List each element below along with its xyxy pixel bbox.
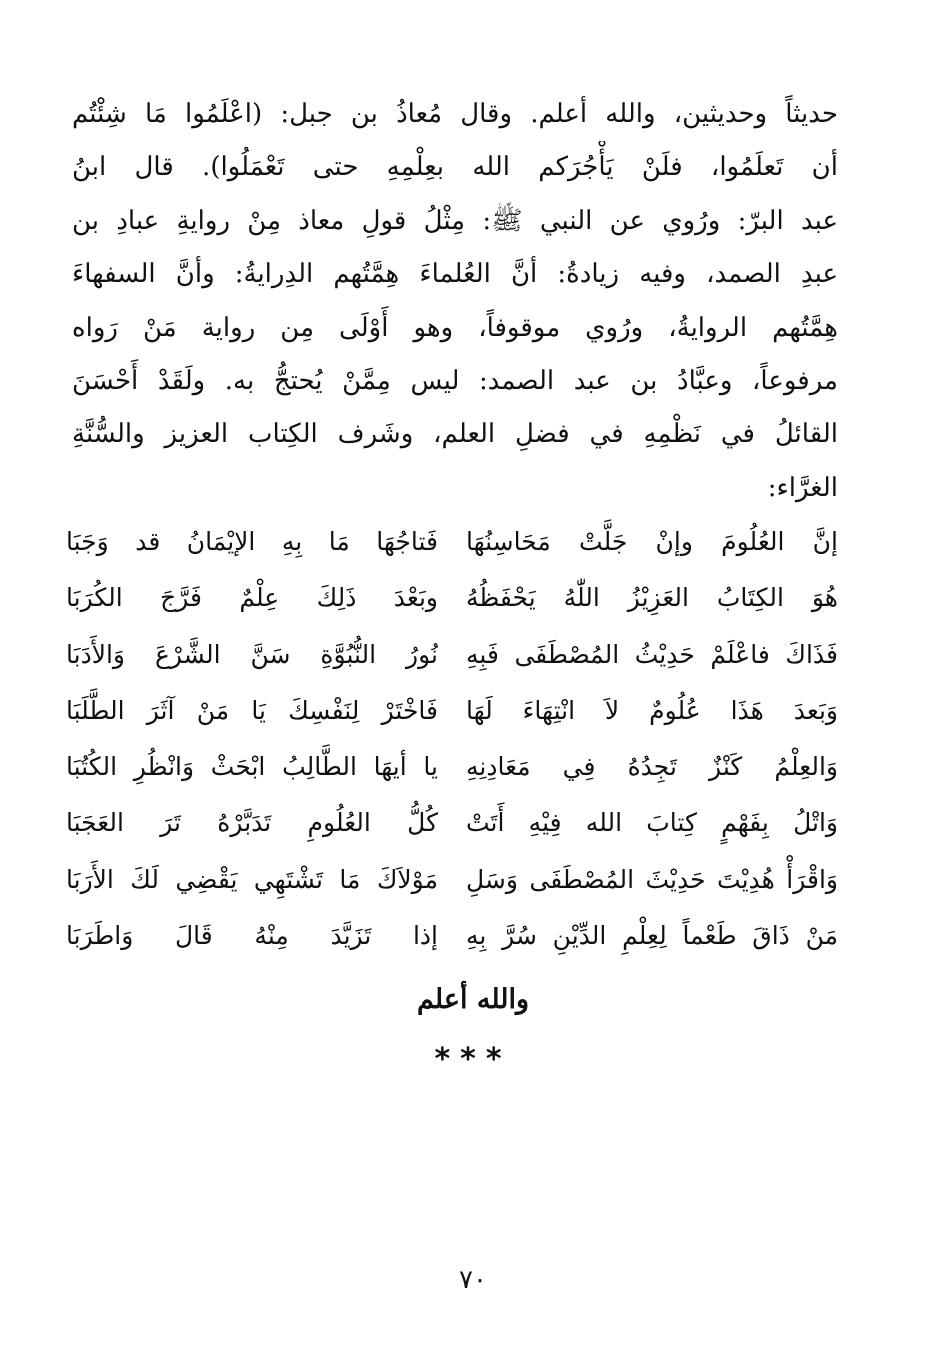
page-number: ٧٠ (459, 1265, 487, 1295)
prose-line: القائلُ في نَظْمِهِ في فضلِ العلم، وشَرف الكِتاب العزيز والسُّنَّةِ (72, 419, 838, 450)
poem-hemistich-second: كُلُّ العُلُومِ تَدَبَّرْهُ تَرَ العَجَبَا (66, 808, 438, 838)
prose-paragraph (72, 88, 838, 515)
poem-verse (66, 739, 838, 795)
poem-hemistich-second: نُورُ النُّبُوَّةِ سَنَّ الشَّرْعَ وَالأَدَبَا (66, 639, 438, 669)
section-divider-stars: *** (434, 1042, 512, 1077)
prose-line: مرفوعاً، وعبَّادُ بن عبد الصمد: ليس مِمَّنْ يُحتجُّ به. ولَقَدْ أَحْسَنَ (72, 365, 838, 396)
poem-hemistich-second: فَاخْتَرْ لِنَفْسِكَ يَا مَنْ آثَرَ الطَّلَبَا (66, 695, 438, 725)
poem-hemistich-second: إذا تَزَيَّدَ مِنْهُ قَالَ وَاطَرَبَا (66, 921, 438, 951)
poem-hemistich-second: فَتاجُهَا مَا بِهِ الإيْمَانُ قد وَجَبَا (66, 527, 438, 556)
prose-line: الغرَّاء: (767, 472, 838, 503)
poem-hemistich-second: مَوْلاَكَ مَا تَشْتَهِي يَقْضِي لَكَ الأَرَبَا (66, 864, 438, 894)
poem-verse (66, 570, 838, 626)
poem-verse (66, 514, 838, 570)
poem-hemistich-second: وبَعْدَ ذَلِكَ عِلْمٌ فَرَّجَ الكُرَبَا (66, 583, 438, 613)
prose-line: حديثاً وحديثين، والله أعلم. وقال مُعاذُ بن جبل: (اعْلَمُوا مَا شِئْتُم (72, 99, 838, 129)
closing-phrase: والله أعلم (416, 984, 530, 1015)
prose-line: عبدِ الصمد، وفيه زيادةُ: أنَّ العُلماءَ هِمَّتُهم الدِرايةُ: وأنَّ السفهاءَ (72, 259, 838, 290)
poem (66, 514, 838, 964)
poem-hemistich-first: وَبَعدَ هَذَا عُلُومٌ لاَ انْتِهَاءَ لَهَا (466, 695, 838, 725)
poem-verse (66, 795, 838, 851)
poem-hemistich-first: إنَّ العُلُومَ وإنْ جَلَّتْ مَحَاسِنُهَا (466, 527, 838, 556)
poem-hemistich-first: فَذَاكَ فاعْلَمْ حَدِيْثُ المُصْطَفَى فَبِهِ (466, 639, 838, 669)
poem-verse (66, 852, 838, 908)
poem-hemistich-first: وَاتْلُ بِفَهْمٍ كِتابَ الله فِيْهِ أَتَتْ (466, 808, 838, 838)
poem-verse (66, 683, 838, 739)
poem-hemistich-first: هُوَ الكِتَابُ العَزِيْزُ اللّٰهُ يَحْفَظُهُ (466, 583, 838, 613)
poem-hemistich-first: وَاقْرَأْ هُدِيْتَ حَدِيْثَ المُصْطَفَى وَسَلِ (466, 864, 838, 894)
poem-verse (66, 627, 838, 683)
poem-hemistich-first: وَالعِلْمُ كَنْزٌ تَجِدُهُ فِي مَعَادِنِهِ (466, 752, 838, 782)
poem-hemistich-first: مَنْ ذَاقَ طَعْماً لِعِلْمِ الدِّيْنِ سُرَّ بِهِ (466, 921, 838, 951)
prose-line: هِمَّتُهم الروايةُ، ورُوي موقوفاً، وهو أَوْلَى مِن رواية مَنْ رَواه (72, 312, 838, 343)
poem-hemistich-second: يا أيهَا الطَّالِبُ ابْحَثْ وَانْظُرِ الكُتُبَا (66, 752, 438, 782)
prose-line: عبد البرّ: ورُوي عن النبي ﷺ: مِثْلُ قولِ معاذ مِنْ روايةِ عبادِ بن (72, 205, 838, 236)
poem-verse (66, 908, 838, 964)
prose-line: أن تَعلَمُوا، فلَنْ يَأْجُرَكم الله بعِلْمِهِ حتى تَعْمَلُوا). قال ابنُ (72, 152, 838, 183)
